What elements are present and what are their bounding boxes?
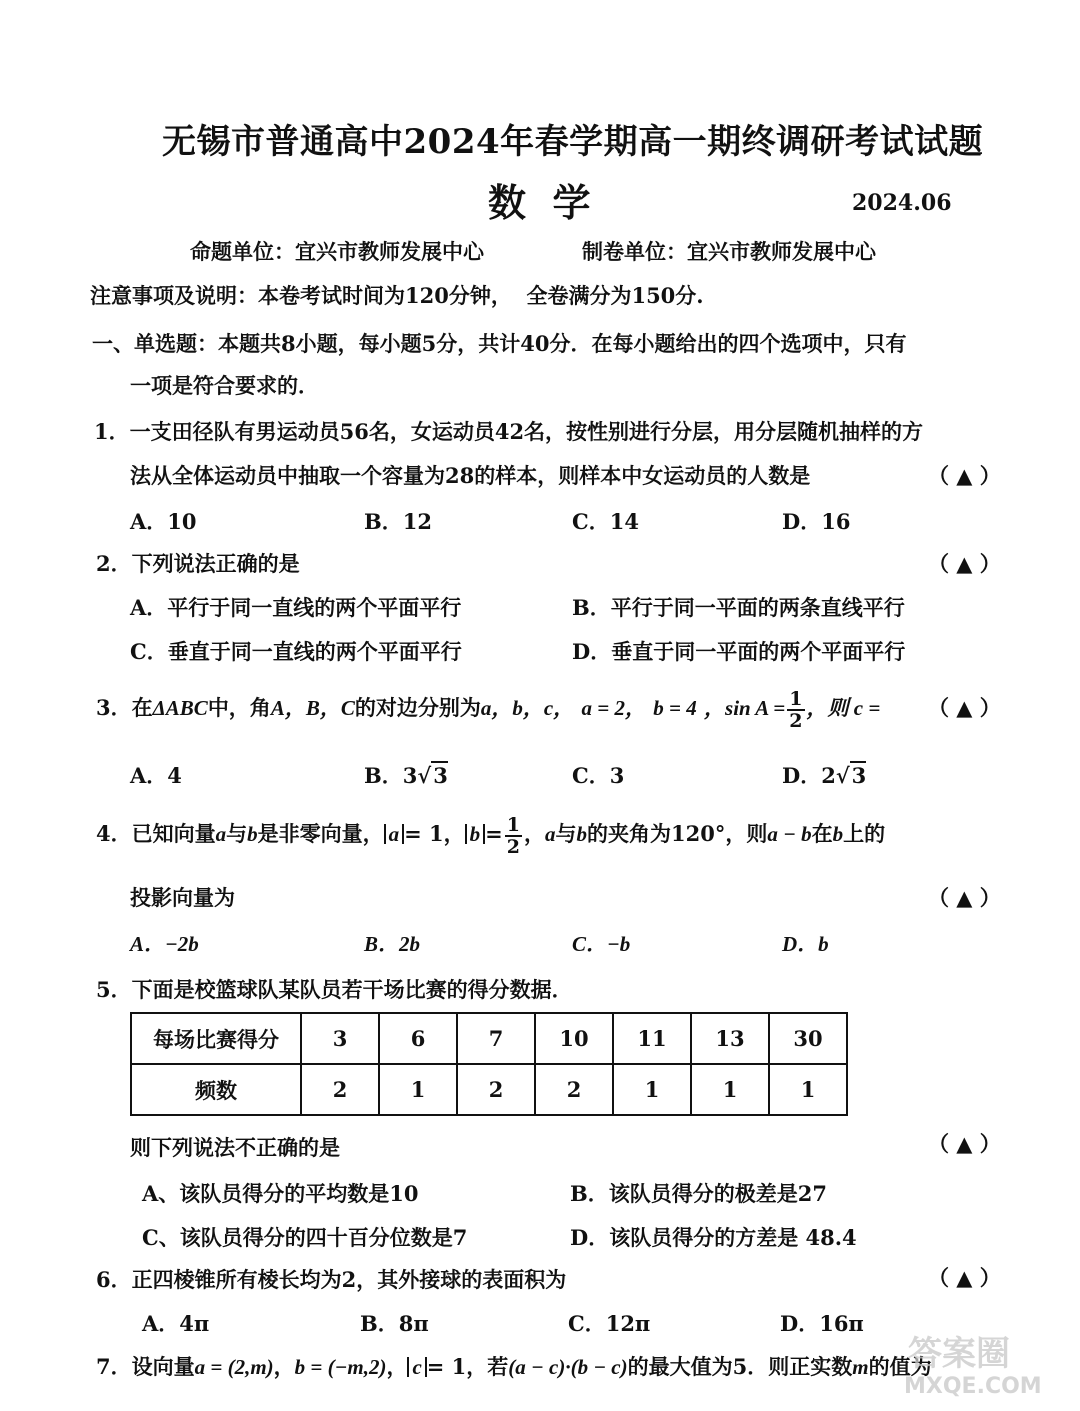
q3-cond-b: b = 4	[653, 696, 697, 720]
q2-option-d: D．垂直于同一平面的两个平面平行	[572, 639, 906, 664]
table-row-header: 频数	[131, 1064, 301, 1115]
vector-b: b	[247, 822, 258, 846]
table-cell: 1	[769, 1064, 847, 1115]
question-3-stem	[96, 688, 880, 731]
q3-option-c: C．3	[572, 763, 625, 788]
fraction-denominator: 2	[789, 709, 803, 732]
exam-title: 无锡市普通高中2024年春学期高一期终调研考试试题	[162, 122, 984, 162]
sqrt-symbol: √	[835, 763, 850, 788]
table-cell: 7	[457, 1013, 535, 1064]
q1-option-a: A．10	[130, 509, 197, 534]
q7-text: = 1，若	[426, 1354, 509, 1379]
vector-a-def: a = (2,m)	[194, 1355, 274, 1379]
subject-title: 数 学	[488, 180, 591, 225]
answer-mark-4: （ ▲ ）	[928, 885, 1001, 910]
q4-text: 4．已知向量	[96, 821, 216, 846]
q2-option-c: C．垂直于同一直线的两个平面平行	[130, 639, 462, 664]
q4-text: =	[485, 821, 503, 846]
answer-mark-1: （ ▲ ）	[928, 463, 1001, 488]
fraction-numerator: 1	[789, 687, 803, 710]
question-7-stem	[96, 1352, 932, 1382]
q5-option-c: C、该队员得分的四十百分位数是7	[142, 1225, 468, 1250]
table-cell: 1	[613, 1064, 691, 1115]
q4-option-d: D．b	[782, 932, 829, 956]
q3-angles: A，B，C	[270, 696, 355, 720]
sqrt-symbol: √	[417, 763, 432, 788]
radicand: 3	[433, 763, 448, 788]
q3-sin: ，sin A =	[704, 696, 786, 720]
coefficient: 3	[402, 763, 418, 788]
q4-text: 是非零向量，	[257, 821, 384, 846]
q3-sides: a，b，c，	[480, 696, 575, 720]
answer-mark-3: （ ▲ ）	[928, 695, 1001, 720]
q3-text: 的对边分别为	[354, 695, 481, 720]
q6-option-d: D．16π	[780, 1311, 864, 1336]
q2-option-a: A．平行于同一直线的两个平面平行	[130, 595, 462, 620]
q4-option-c: C．−b	[572, 932, 631, 956]
q4-text: 与	[226, 821, 248, 846]
q5-option-d: D．该队员得分的方差是 48.4	[570, 1225, 857, 1250]
q4-text: 上的	[843, 821, 886, 846]
vector-a: a	[545, 822, 556, 846]
q3-cond-a: a = 2，	[581, 696, 646, 720]
q3-option-b	[364, 760, 448, 790]
q7-expression: (a − c)·(b − c)	[508, 1355, 628, 1379]
q7-text: 的最大值为5．则正实数	[627, 1354, 853, 1379]
vector-b: b	[576, 822, 587, 846]
question-1-line2: 法从全体运动员中抽取一个容量为28的样本，则样本中女运动员的人数是	[130, 463, 811, 488]
table-cell: 2	[535, 1064, 613, 1115]
watermark-logo: 答案圈	[908, 1334, 1010, 1374]
coefficient: 2	[821, 763, 836, 788]
q1-option-d: D．16	[782, 509, 851, 534]
answer-mark-5: （ ▲ ）	[928, 1131, 1001, 1156]
q1-option-b: B．12	[364, 509, 432, 534]
option-label: D．	[782, 763, 822, 788]
q3-text: 中，角	[207, 695, 271, 720]
radicand: 3	[851, 763, 867, 788]
table-cell: 2	[301, 1064, 379, 1115]
question-5-question: 则下列说法不正确的是	[130, 1135, 340, 1160]
printer-unit: 制卷单位：宜兴市教师发展中心	[582, 239, 876, 264]
section-heading: 一、单选题：本题共8小题，每小题5分，共计40分．在每小题给出的四个选项中，只有	[92, 331, 907, 356]
table-cell: 1	[379, 1064, 457, 1115]
score-table-grid	[130, 1012, 848, 1116]
table-cell: 13	[691, 1013, 769, 1064]
variable-m: m	[852, 1355, 869, 1379]
table-row-header: 每场比赛得分	[131, 1013, 301, 1064]
q4-text: ，	[524, 821, 545, 846]
q6-option-b: B．8π	[360, 1311, 429, 1336]
author-unit: 命题单位：宜兴市教师发展中心	[190, 239, 484, 264]
answer-mark-2: （ ▲ ）	[928, 551, 1001, 576]
table-row	[131, 1013, 847, 1064]
q4-text: 的夹角为120°，则	[587, 821, 768, 846]
question-2-stem: 2．下列说法正确的是	[96, 551, 300, 576]
q5-option-a: A、该队员得分的平均数是10	[142, 1181, 419, 1206]
q3-option-d	[782, 760, 866, 790]
table-cell: 11	[613, 1013, 691, 1064]
option-label: B．	[364, 763, 403, 788]
q4-option-a: A．−2b	[130, 932, 199, 956]
question-5-stem: 5．下面是校篮球队某队员若干场比赛的得分数据．	[96, 977, 573, 1002]
vector-b-def: b = (−m,2)	[294, 1355, 387, 1379]
answer-mark-6: （ ▲ ）	[928, 1265, 1001, 1290]
abs-b: b	[465, 824, 486, 844]
table-cell: 2	[457, 1064, 535, 1115]
q4-text: = 1，	[404, 821, 465, 846]
exam-date: 2024.06	[852, 190, 952, 216]
vector-a: a	[215, 822, 227, 846]
q3-text: 3．在	[96, 695, 153, 720]
q7-text: ，	[386, 1354, 408, 1379]
q2-option-b: B．平行于同一平面的两条直线平行	[572, 595, 905, 620]
q4-fraction	[505, 815, 522, 857]
q3-triangle: ΔABC	[152, 696, 208, 720]
q7-text: ，	[273, 1354, 295, 1379]
q3-tail: ，则 c =	[806, 696, 881, 720]
q1-option-c: C．14	[572, 509, 639, 534]
question-1-line1: 1．一支田径队有男运动员56名，女运动员42名，按性别进行分层，用分层随机抽样的方	[94, 419, 924, 444]
table-row	[131, 1064, 847, 1115]
abs-c: c	[407, 1357, 426, 1377]
q3-fraction	[787, 689, 804, 731]
vector-a-minus-b: a − b	[767, 822, 812, 846]
q7-text: 的值为	[868, 1354, 932, 1379]
vector-b: b	[832, 822, 844, 846]
question-6-stem: 6．正四棱锥所有棱长均为2，其外接球的表面积为	[96, 1267, 567, 1292]
table-cell: 1	[691, 1064, 769, 1115]
watermark-site: MXQE.COM	[904, 1374, 1042, 1399]
fraction-denominator: 2	[506, 835, 520, 858]
q5-option-b: B．该队员得分的极差是27	[570, 1181, 827, 1206]
q4-option-b: B．2b	[364, 932, 421, 956]
table-cell: 30	[769, 1013, 847, 1064]
question-4-line1	[96, 812, 885, 857]
table-cell: 6	[379, 1013, 457, 1064]
abs-a: a	[384, 824, 405, 844]
fraction-numerator: 1	[506, 813, 520, 836]
table-cell: 10	[535, 1013, 613, 1064]
table-cell: 3	[301, 1013, 379, 1064]
q6-option-a: A．4π	[142, 1311, 210, 1336]
q7-text: 7．设向量	[96, 1354, 195, 1379]
q4-text: 在	[811, 821, 833, 846]
score-table	[130, 1012, 848, 1116]
q4-text: 与	[555, 821, 577, 846]
q3-option-a: A．4	[130, 763, 182, 788]
question-4-line2: 投影向量为	[130, 885, 235, 910]
q6-option-c: C．12π	[568, 1311, 651, 1336]
exam-notice: 注意事项及说明：本卷考试时间为120分钟， 全卷满分为150分.	[90, 283, 704, 308]
section-heading-cont: 一项是符合要求的．	[130, 373, 319, 398]
